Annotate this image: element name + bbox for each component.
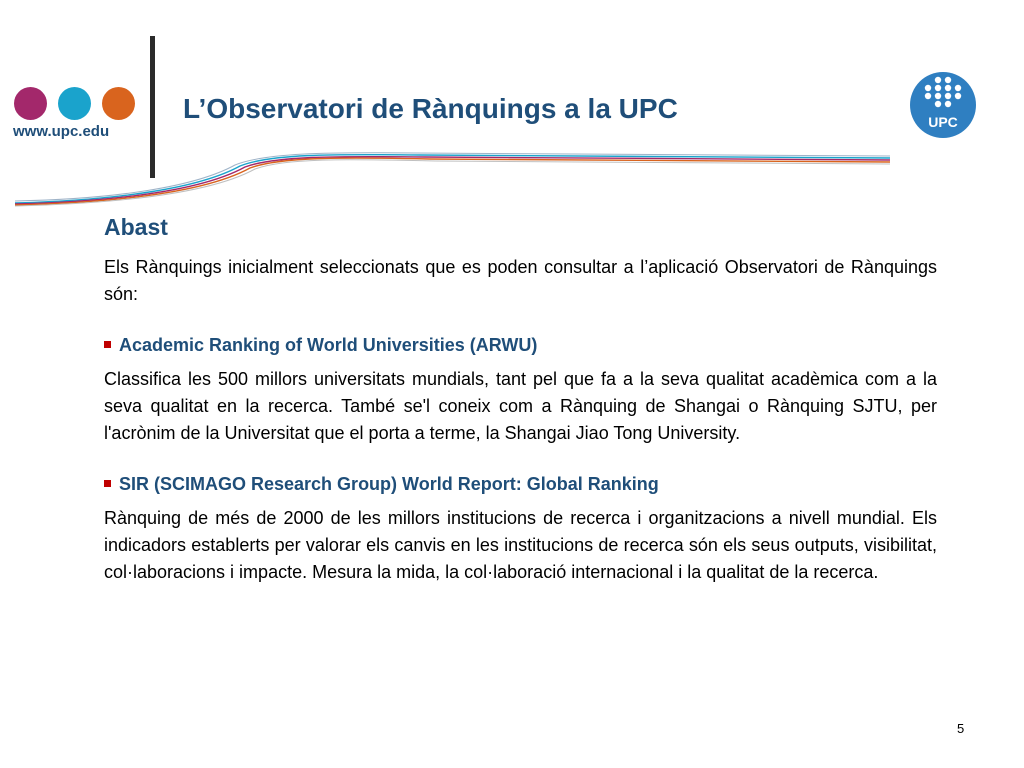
intro-paragraph: Els Rànquings inicialment seleccionats que es poden consultar a l’aplicació Observatori de Rànquings són:	[104, 257, 937, 304]
square-bullet-icon	[104, 341, 111, 348]
logo-dot	[925, 93, 931, 99]
logo-dot	[955, 85, 961, 91]
cyan-circle-icon	[58, 87, 91, 120]
square-bullet-icon	[104, 480, 111, 487]
upc-logo	[905, 72, 981, 138]
ranking-title: Academic Ranking of World Universities (ARWU)	[119, 335, 538, 355]
logo-dot	[945, 77, 951, 83]
ranking-item-sir	[104, 474, 937, 495]
orange-circle-icon	[102, 87, 135, 120]
logo-dot	[945, 101, 951, 107]
site-url-link[interactable]: www.upc.edu	[13, 123, 110, 140]
slide-content	[104, 214, 937, 586]
logo-dot	[935, 101, 941, 107]
ranking-description: Classifica les 500 millors universitats mundials, tant pel que fa a la seva qualitat acadèmica com a la seva qualitat en la recerca. També se'l coneix com a Rànquing de Shangai o Rànquing SJTU, per l'acrònim de la Universitat que el porta a terme, la Shangai Jiao Tong University.	[104, 369, 937, 443]
ranking-title: SIR (SCIMAGO Research Group) World Report: Global Ranking	[119, 474, 659, 494]
logo-dot	[935, 85, 941, 91]
page-number: 5	[957, 721, 965, 736]
logo-dot	[955, 93, 961, 99]
ranking-item-arwu	[104, 335, 937, 356]
logo-dot	[935, 77, 941, 83]
logo-dot	[935, 93, 941, 99]
logo-dot	[945, 93, 951, 99]
logo-dot	[945, 85, 951, 91]
logo-dot	[925, 85, 931, 91]
ranking-description: Rànquing de més de 2000 de les millors institucions de recerca i organitzacions a nivell mundial. Els indicadors establerts per valorar els canvis en les institucions de recerca són els seus outputs, visibilitat, col·laboracions i impacte. Mesura la mida, la col·laboració internacional i la qualitat de la recerca.	[104, 508, 937, 582]
magenta-circle-icon	[14, 87, 47, 120]
decorative-swoosh	[0, 148, 900, 208]
section-heading: Abast	[104, 214, 168, 240]
upc-logo-text: UPC	[928, 114, 958, 130]
slide-title: L’Observatori de Rànquings a la UPC	[183, 93, 678, 124]
